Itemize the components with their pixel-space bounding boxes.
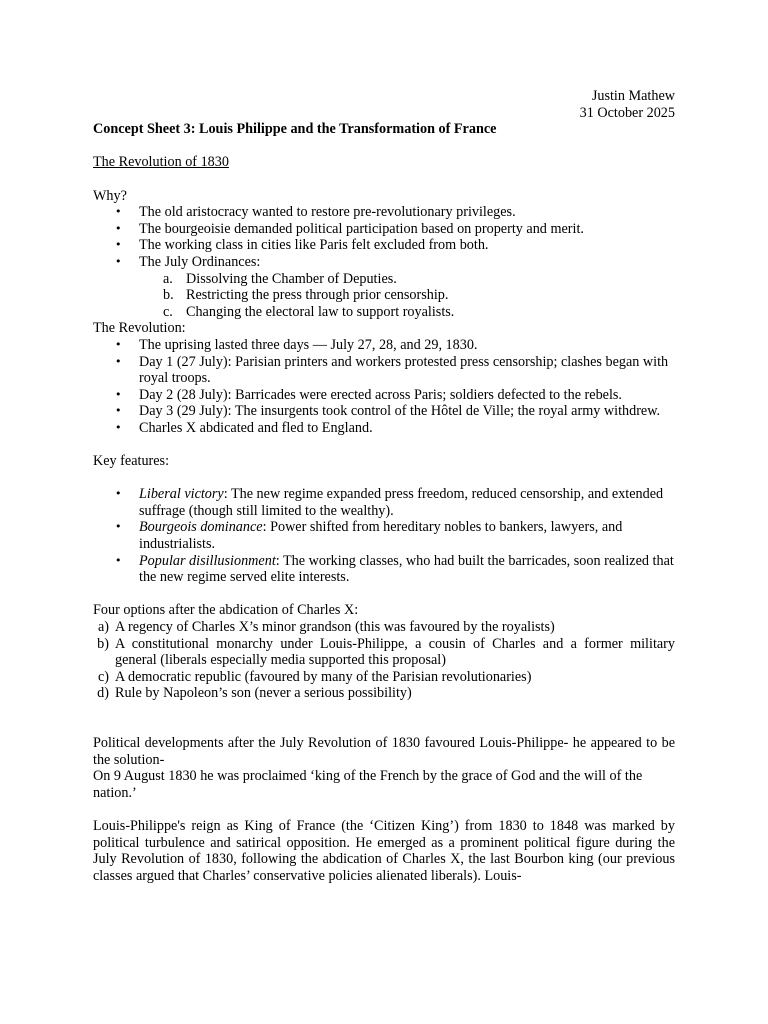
list-item: • Charles X abdicated and fled to England. xyxy=(93,420,675,437)
why-label: Why? xyxy=(93,187,127,204)
list-marker: a. xyxy=(163,270,173,287)
list-item xyxy=(93,287,675,304)
paragraph: Louis-Philippe's reign as King of France (the ‘Citizen King’) from 1830 to 1848 was marked by political turbulence and satirical opposition. He emerged as a prominent political figure during the July Revolution of 1830, following the abdication of Charles X, the last Bourbon king (our previous classes argued that Charles’ conservative policies alienated liberals). Louis- xyxy=(93,817,675,884)
list-item xyxy=(93,685,675,702)
list-item: • The working class in cities like Paris felt excluded from both. xyxy=(93,237,675,254)
list-item xyxy=(93,669,675,686)
feature-term: Liberal victory xyxy=(139,486,224,503)
list-item-text: A regency of Charles X’s minor grandson (this was favoured by the royalists) xyxy=(115,619,555,635)
section-heading: The Revolution of 1830 xyxy=(93,154,229,171)
options-label: Four options after the abdication of Charles X: xyxy=(93,602,359,619)
list-marker: c) xyxy=(97,668,109,685)
list-marker: a) xyxy=(97,619,109,635)
list-item xyxy=(93,486,675,519)
list-item: • The old aristocracy wanted to restore pre-revolutionary privileges. xyxy=(93,204,675,221)
list-item xyxy=(93,553,675,586)
list-item xyxy=(93,304,675,321)
list-item xyxy=(93,271,675,288)
why-list xyxy=(93,204,675,270)
paragraph: Political developments after the July Revolution of 1830 favoured Louis-Philippe- he appeared to be the solution- xyxy=(93,734,675,768)
ordinances-list xyxy=(93,271,675,321)
list-item-text: Changing the electoral law to support royalists. xyxy=(186,303,455,320)
author-name: Justin Mathew xyxy=(591,88,675,104)
list-item xyxy=(93,636,675,669)
list-item-text: Rule by Napoleon’s son (never a serious possibility) xyxy=(115,685,412,702)
paragraph: On 9 August 1830 he was proclaimed ‘king of the French by the grace of God and the will of the nation.’ xyxy=(93,768,643,801)
list-marker: b. xyxy=(163,287,174,304)
feature-text: : The new regime expanded press freedom, reduced censorship, and extended suffrage (though still limited to the wealthy). xyxy=(139,486,664,519)
document-body xyxy=(93,88,675,884)
options-list xyxy=(93,619,675,702)
key-features-list xyxy=(93,486,675,586)
list-item: • Day 3 (29 July): The insurgents took control of the Hôtel de Ville; the royal army withdrew. xyxy=(93,403,675,420)
list-item-text: A democratic republic (favoured by many of the Parisian revolutionaries) xyxy=(115,668,532,685)
feature-term: Popular disillusionment xyxy=(139,552,276,569)
key-features-label: Key features: xyxy=(93,453,170,470)
list-item: • The July Ordinances: xyxy=(93,254,675,271)
list-item: • Day 1 (27 July): Parisian printers and workers protested press censorship; clashes began with royal troops. xyxy=(93,354,675,387)
revolution-list xyxy=(93,337,675,437)
revolution-label: The Revolution: xyxy=(93,320,186,337)
list-item xyxy=(93,519,675,552)
feature-term: Bourgeois dominance xyxy=(139,519,263,536)
list-item: • Day 2 (28 July): Barricades were erected across Paris; soldiers defected to the rebels. xyxy=(93,387,675,404)
list-item-text: A constitutional monarchy under Louis-Philippe, a cousin of Charles and a former military general (liberals especially media supported this proposal) xyxy=(115,635,675,669)
list-marker: d) xyxy=(97,685,109,702)
list-marker: c. xyxy=(163,303,173,320)
document-title: Concept Sheet 3: Louis Philippe and the Transformation of France xyxy=(93,121,497,138)
list-item-text: Restricting the press through prior censorship. xyxy=(186,287,449,304)
feature-text: : The working classes, who had built the barricades, soon realized that the new regime served elite interests. xyxy=(139,552,674,586)
feature-text: : Power shifted from hereditary nobles to bankers, lawyers, and industrialists. xyxy=(139,519,623,553)
list-item xyxy=(93,619,675,636)
document-date: 31 October 2025 xyxy=(579,104,675,121)
list-item: • The bourgeoisie demanded political participation based on property and merit. xyxy=(93,221,675,238)
list-marker: b) xyxy=(97,635,109,652)
list-item: • The uprising lasted three days — July 27, 28, and 29, 1830. xyxy=(93,337,675,354)
list-item-text: Dissolving the Chamber of Deputies. xyxy=(186,270,397,287)
